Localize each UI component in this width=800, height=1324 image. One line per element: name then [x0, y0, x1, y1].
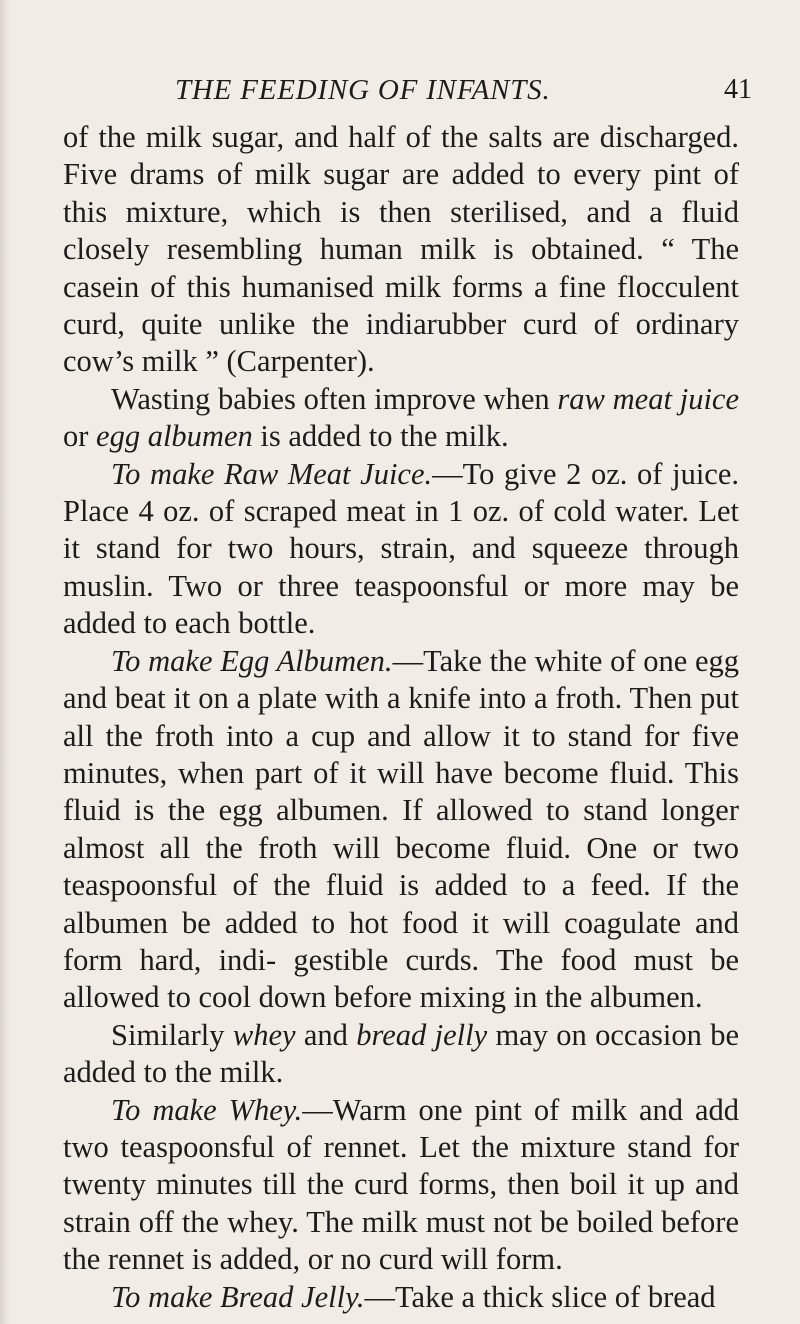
recipe-text: —Take a thick slice of bread — [364, 1279, 716, 1314]
recipe-egg-albumen — [63, 643, 739, 1017]
recipe-text: —Take the white of one egg and beat it on a plate with a knife into a froth. Then put all the froth into a cup and allow it to stand for five minutes, when part of it will have become fluid. This fluid is the egg albumen. If allowed to stand longer almost all the froth will become fluid. One or two teaspoonsful of the fluid is added to a feed. If the albumen be added to hot food it will coagulate and form hard, indi- gestible curds. The food must be allowed to cool down before mixing in the albumen. — [63, 643, 739, 1015]
recipe-whey — [63, 1092, 739, 1279]
running-head: THE FEEDING OF INFANTS. — [175, 74, 551, 106]
emphasis-whey: whey — [232, 1017, 296, 1052]
page-gutter-shadow — [0, 0, 10, 1324]
paragraph-text: of the milk sugar, and half of the salts are discharged. Five drams of milk sugar are added to every pint of this mixture, which is then sterilised, and a fluid closely resembling human milk is obtained. “ The casein of this humanised milk forms a fine flocculent curd, quite unlike the indiarubber curd of ordinary cow’s milk ” (Carpenter). — [63, 120, 739, 379]
recipe-text: —To give 2 oz. of juice. Place 4 oz. of scraped meat in 1 oz. of cold water. Let it stand for two hours, strain, and squeeze through muslin. Two or three teaspoonsful or more may be added to each bottle. — [63, 456, 739, 641]
paragraph-text: and — [295, 1017, 357, 1052]
recipe-heading: To make Whey. — [111, 1092, 303, 1127]
recipe-raw-meat-juice — [63, 456, 739, 643]
recipe-heading: To make Raw Meat Juice. — [111, 456, 433, 491]
emphasis-raw-meat-juice: raw meat juice — [557, 381, 739, 416]
recipe-heading: To make Egg Albumen. — [111, 643, 393, 678]
paragraph-text: Wasting babies often improve when — [111, 381, 558, 416]
body-text — [63, 119, 739, 1316]
recipe-heading: To make Bread Jelly. — [111, 1279, 365, 1314]
paragraph-text: Similarly — [111, 1017, 233, 1052]
page-number: 41 — [724, 74, 752, 105]
paragraph-text: is added to the milk. — [252, 419, 509, 454]
recipe-text: —Warm one pint of milk and add two teaspoonsful of rennet. Let the mixture stand for twenty minutes till the curd forms, then boil it up and strain off the whey. The milk must not be boiled before the rennet is added, or no curd will form. — [63, 1092, 740, 1277]
emphasis-egg-albumen: egg albumen — [96, 419, 253, 454]
emphasis-bread-jelly: bread jelly — [356, 1017, 488, 1052]
paragraph-wasting-babies — [63, 381, 739, 456]
paragraph-humanised-milk — [63, 119, 739, 381]
recipe-bread-jelly — [63, 1279, 739, 1316]
paragraph-whey-bread-jelly — [63, 1017, 739, 1092]
paragraph-text: may on occasion be added to the milk. — [63, 1017, 739, 1090]
page-header — [0, 66, 800, 106]
paragraph-text: or — [63, 419, 97, 454]
